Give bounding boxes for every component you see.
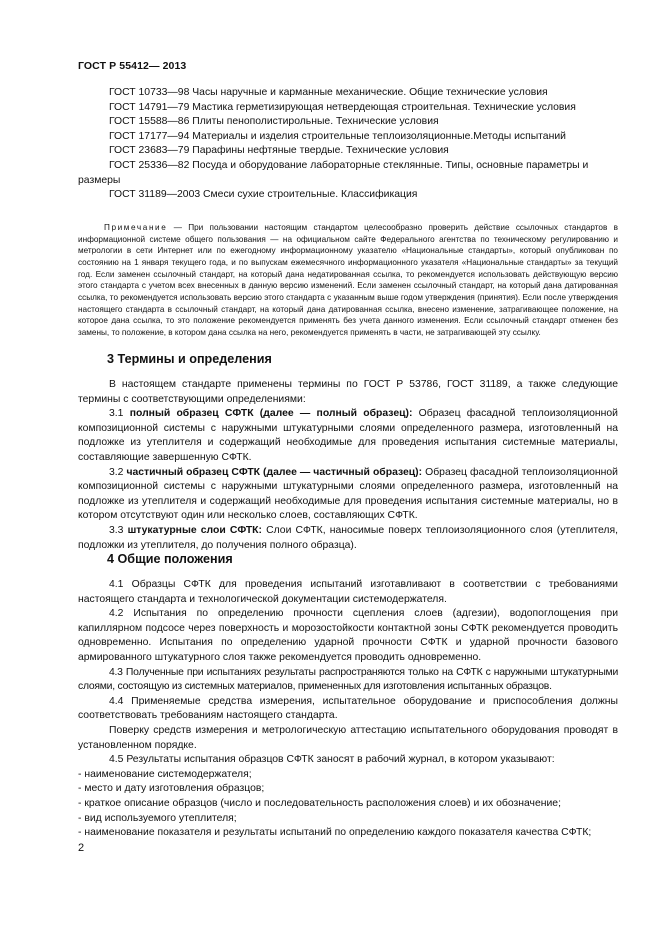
list-item: - наименование системодержателя; bbox=[78, 768, 252, 780]
term-number: 3.1 bbox=[109, 408, 130, 420]
term-3-2 bbox=[78, 466, 618, 524]
reference-item: ГОСТ 31189—2003 Смеси сухие строительные. Классификация bbox=[109, 189, 418, 201]
list-item: - наименование показателя и результаты испытаний по определению каждого показателя качества СФТК; bbox=[78, 827, 592, 839]
term-name: штукатурные слои СФТК: bbox=[127, 524, 262, 536]
section-4-body bbox=[78, 578, 618, 841]
page-header-title: ГОСТ Р 55412— 2013 bbox=[78, 60, 187, 72]
page-number: 2 bbox=[78, 842, 85, 854]
reference-item: ГОСТ 17177—94 Материалы и изделия строительные теплоизоляционные.Методы испытаний bbox=[109, 130, 566, 142]
paragraph-4-2: 4.2 Испытания по определению прочности сцепления слоев (адгезии), водопоглощения при капиллярном подсосе через поверхность и морозостойкости контактной зоны СФТК рекомендуется проводить одновременно. Испытания по определению ударной прочности СФТК и ударной прочности базового армированного штукатурного слоя также рекомендуется проводить одновременно. bbox=[78, 608, 618, 663]
section-4-heading: 4 Общие положения bbox=[107, 552, 233, 566]
term-number: 3.3 bbox=[109, 524, 128, 536]
paragraph-4-5: 4.5 Результаты испытания образцов СФТК заносят в рабочий журнал, в котором указывают: bbox=[109, 754, 555, 766]
list-item: - краткое описание образцов (число и последовательность расположения слоев) и их обозначение; bbox=[78, 797, 561, 809]
term-definition: Образец фасадной теплоизоляционной композиционной системы с наружными штукатурными слоями определенного размера, изготовленный на подложке из утеплителя и содержащий необходимые для проведения испытания системные материалы, но в котором отсутствуют один или несколько слоев, составляющих СФТК. bbox=[78, 466, 618, 522]
term-name: частичный образец СФТК (далее — частичный образец): bbox=[126, 466, 423, 478]
reference-item: ГОСТ 14791—79 Мастика герметизирующая нетвердеющая строительная. Технические условия bbox=[109, 101, 576, 113]
section-3-heading: 3 Термины и определения bbox=[107, 352, 272, 366]
term-definition: Слои СФТК, наносимые поверх теплоизоляционного слоя (утеплителя, подложки из утеплителя, до получения полного образца). bbox=[78, 524, 618, 551]
reference-item: ГОСТ 10733—98 Часы наручные и карманные механические. Общие технические условия bbox=[109, 87, 548, 98]
paragraph-verification: Поверку средств измерения и метрологическую аттестацию испытательного оборудования проводят в установленном порядке. bbox=[78, 724, 618, 751]
note-label: Примечание bbox=[104, 223, 168, 232]
list-item: - вид используемого утеплителя; bbox=[78, 812, 237, 824]
term-3-1 bbox=[78, 407, 618, 465]
term-definition: Образец фасадной теплоизоляционной композиционной системы с наружными штукатурными слоями определенного размера, изготовленный на подложке из утеплителя и содержащий необходимые для проведения испытания системные материалы, составляющие завершенную СФТК. bbox=[78, 408, 618, 463]
note-block bbox=[78, 222, 618, 339]
reference-item: ГОСТ 25336—82 Посуда и оборудование лабораторные стеклянные. Типы, основные параметры и размеры bbox=[78, 159, 589, 186]
reference-item: ГОСТ 15588—86 Плиты пенополистирольные. Технические условия bbox=[109, 116, 439, 128]
term-3-3 bbox=[78, 524, 618, 553]
section-3-intro: В настоящем стандарте применены термины по ГОСТ Р 53786, ГОСТ 31189, а также следующие термины с соответствующими определениями: bbox=[78, 379, 618, 405]
section-3-body bbox=[78, 378, 618, 553]
paragraph-4-1: 4.1 Образцы СФТК для проведения испытаний изготавливают в соответствии с требованиями настоящего стандарта и технологической документации системодержателя. bbox=[78, 579, 618, 605]
references-list bbox=[78, 86, 618, 203]
paragraph-4-3: 4.3 Полученные при испытаниях результаты распространяются только на СФТК с наружными штукатурными слоями, состоящую из системных материалов, примененных для изготовления испытанных образцов. bbox=[78, 666, 618, 693]
list-item: - место и дату изготовления образцов; bbox=[78, 783, 265, 795]
note-text: — При пользовании настоящим стандартом целесообразно проверить действие ссылочных стандартов в информационной системе общего пользования — на официальном сайте Федерального агентства по техническому регулированию и метрологии в сети Интернет или по ежегодному информационному указателю «Национальные стандарты», который опубликован по состоянию на 1 января текущего года, и по выпускам ежемесячного информационного указателя «Национальные стандарты» за текущий год. Если заменен ссылочный стандарт, на который дана недатированная ссылка, то рекомендуется использовать действующую версию этого стандарта с учетом всех внесенных в данную версию изменений. Если заменен ссылочный стандарт, на который дана датированная ссылка, то рекомендуется использовать версию этого стандарта с указанным выше годом утверждения (принятия). Если после утверждения настоящего стандарта в ссылочный стандарт, на который дана датированная ссылка, внесено изменение, затрагивающее положение, на которое дана ссылка, то это положение рекомендуется применять без учета данного изменения. Если ссылочный стандарт отменен без замены, то положение, в котором дана ссылка на него, рекомендуется применять в части, не затрагивающей эту ссылку. bbox=[78, 223, 618, 337]
term-number: 3.2 bbox=[109, 466, 127, 478]
term-name: полный образец СФТК (далее — полный образец): bbox=[129, 408, 413, 420]
paragraph-4-4: 4.4 Применяемые средства измерения, испытательное оборудование и приспособления должны соответствовать требованиям настоящего стандарта. bbox=[78, 695, 618, 722]
reference-item: ГОСТ 23683—79 Парафины нефтяные твердые. Технические условия bbox=[109, 145, 449, 157]
